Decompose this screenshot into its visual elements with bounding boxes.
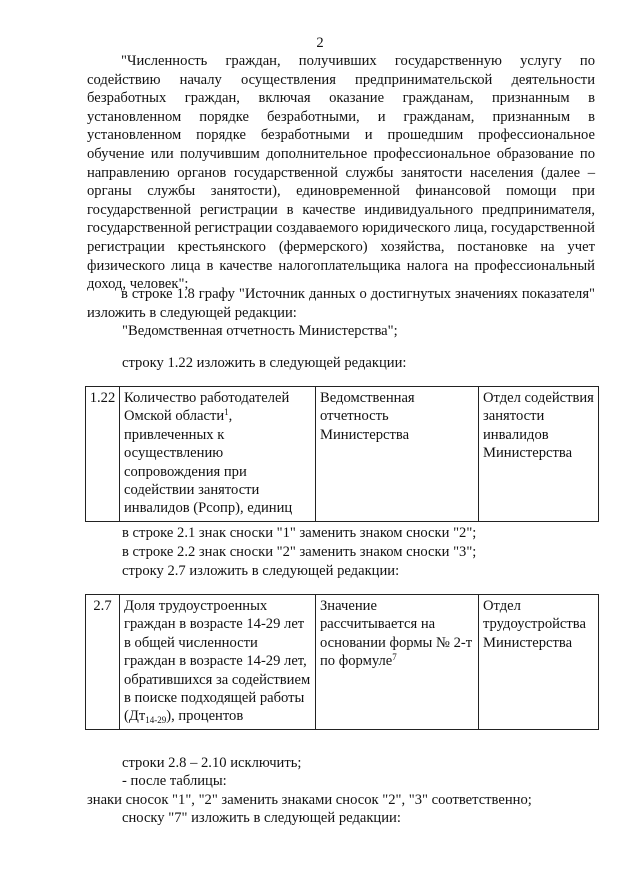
responsible-cell: Отдел трудоустройства Министерства — [479, 595, 599, 730]
new-source-text: "Ведомственная отчетность Министерства"; — [122, 323, 398, 339]
footnote-mark: 7 — [392, 652, 397, 663]
row-number-cell: 1.22 — [86, 387, 120, 522]
indicator-name-text-rest: ), процентов — [166, 708, 244, 725]
indicator-name-text: Доля трудоустроенных граждан в возрасте 14-29 лет в общей численности граждан в возрасте 14-29 лет, обратившихся за содействием в поиске подходящей работы (Дт — [124, 598, 311, 725]
data-source-cell — [316, 595, 479, 730]
table-row — [86, 595, 599, 730]
after-table-label: - после таблицы: — [122, 773, 227, 789]
row-2-7-table — [85, 594, 599, 730]
table-row — [86, 387, 599, 522]
row-number-cell: 2.7 — [86, 595, 120, 730]
rows-exclusion-instruction: строки 2.8 – 2.10 исключить; — [122, 755, 302, 771]
responsible-cell: Отдел содействия занятости инвалидов Министерства — [479, 387, 599, 522]
row-2-2-instruction: в строке 2.2 знак сноски "2" заменить знаком сноски "3"; — [122, 544, 477, 560]
footnote-replacement-instruction: знаки сносок "1", "2" заменить знаками сносок "2", "3" соответственно; — [87, 792, 532, 808]
data-source-text: Значение рассчитывается на основании формы № 2-т по формуле — [320, 598, 473, 670]
row-1-8-instruction: в строке 1.8 графу "Источник данных о достигнутых значениях показателя" изложить в следующей редакции: — [87, 286, 595, 321]
row-2-7-instruction: строку 2.7 изложить в следующей редакции: — [122, 563, 400, 579]
indicator-name-text: Количество работодателей Омской области — [124, 390, 290, 425]
indicator-name-cell — [120, 387, 316, 522]
footnote-mark: 1 — [224, 407, 229, 418]
footnote-7-instruction: сноску "7" изложить в следующей редакции: — [122, 810, 401, 826]
indicator-name-paragraph: "Численность граждан, получивших государственную услугу по содействию началу осуществления предпринимательской деятельности безработных граждан, включая оказание гражданам, признанным в установленном порядке безработными, и гражданам, признанным в установленном порядке безработными и прошедшим профессиональное обучение или получившим дополнительное профессиональное образование по направлению органов государственной службы занятости населения (далее – органы службы занятости), единовременной финансовой помощи при государственной регистрации в качестве индивидуального предпринимателя, государственной регистрации создаваемого юридического лица, государственной регистрации крестьянского (фермерского) хозяйства, постановке на учет физического лица в качестве налогоплательщика налога на профессиональный доход, человек"; — [87, 53, 595, 293]
row-1-22-instruction: строку 1.22 изложить в следующей редакции: — [122, 355, 407, 371]
row-2-1-instruction: в строке 2.1 знак сноски "1" заменить знаком сноски "2"; — [122, 525, 477, 541]
indicator-name-text-rest: , привлеченных к осуществлению сопровождения при содействии занятости инвалидов (Рсопр), единиц — [124, 408, 293, 517]
row-1-22-table — [85, 386, 599, 522]
indicator-name-cell — [120, 595, 316, 730]
data-source-cell: Ведомственная отчетность Министерства — [316, 387, 479, 522]
page-number: 2 — [316, 35, 324, 51]
subscript-text: 14-29 — [145, 715, 167, 726]
